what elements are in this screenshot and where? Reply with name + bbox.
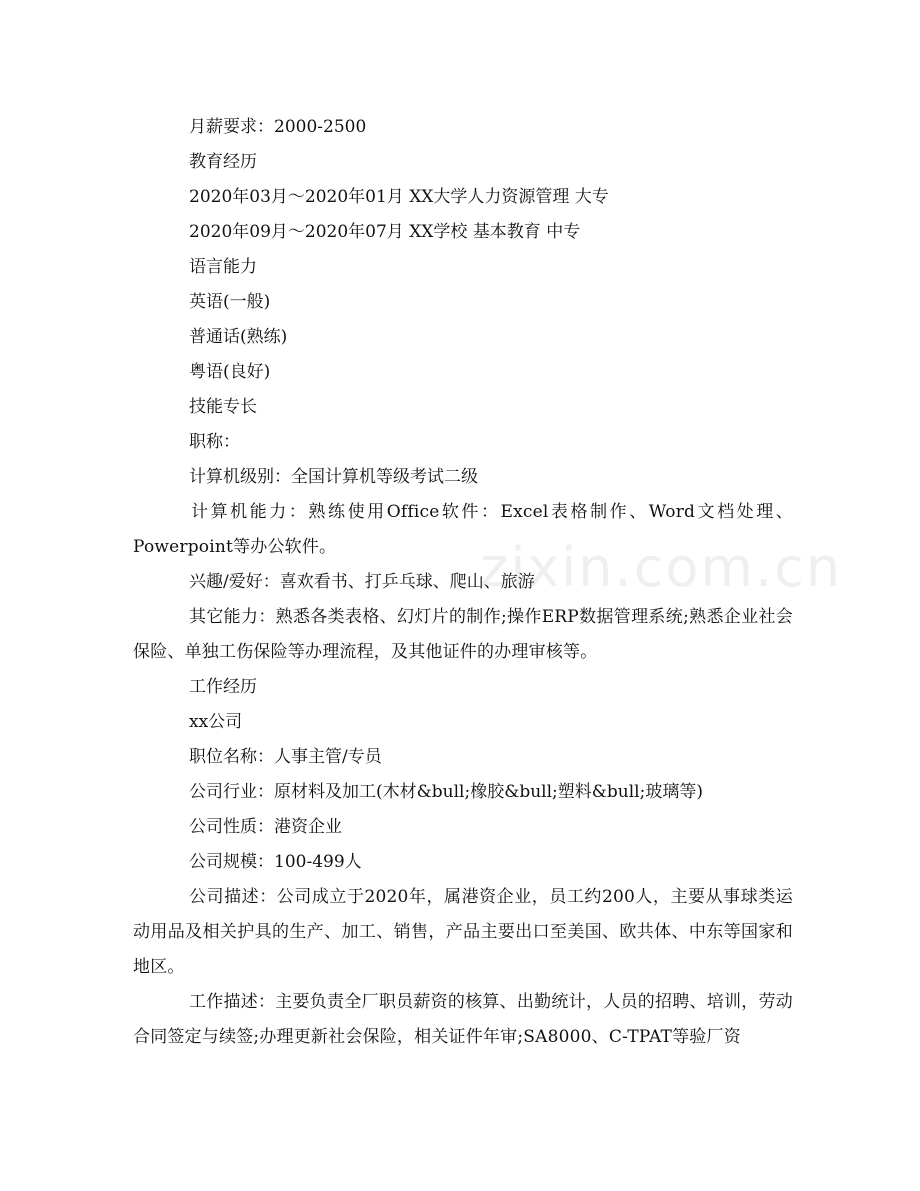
company-industry: 公司行业：原材料及加工(木材&bull;橡胶&bull;塑料&bull;玻璃等) <box>189 782 703 802</box>
work-heading: 工作经历 <box>189 677 257 697</box>
position-title: 职位名称：人事主管/专员 <box>189 747 382 767</box>
education-heading: 教育经历 <box>189 152 257 172</box>
computer-skill-paragraph: 计算机能力：熟练使用Office软件：Excel表格制作、Word文档处理、Powerpoint等办公软件。 <box>133 502 793 557</box>
professional-title: 职称： <box>189 432 240 452</box>
company-nature: 公司性质：港资企业 <box>189 817 342 837</box>
language-cantonese: 粤语(良好) <box>189 362 271 382</box>
education-entry-university: 2020年03月～2020年01月 XX大学人力资源管理 大专 <box>189 187 609 207</box>
watermark: zixin.com.cn <box>480 536 843 599</box>
skills-heading: 技能专长 <box>189 397 257 417</box>
education-entry-school: 2020年09月～2020年07月 XX学校 基本教育 中专 <box>189 222 581 242</box>
hobby-line: 兴趣/爱好：喜欢看书、打乒乓球、爬山、旅游 <box>189 572 535 592</box>
resume-content <box>133 110 793 1055</box>
job-description: 工作描述：主要负责全厂职员薪资的核算、出勤统计，人员的招聘、培训，劳动合同签定与续签;办理更新社会保险，相关证件年审;SA8000、C-TPAT等验厂资 <box>133 992 793 1047</box>
salary-expectation: 月薪要求：2000-2500 <box>189 117 367 137</box>
company-description: 公司描述：公司成立于2020年，属港资企业，员工约200人，主要从事球类运动用品及相关护具的生产、加工、销售，产品主要出口至美国、欧共体、中东等国家和地区。 <box>133 887 793 977</box>
language-mandarin: 普通话(熟练) <box>189 327 288 347</box>
company-size: 公司规模：100-499人 <box>189 852 362 872</box>
company-name: xx公司 <box>189 712 243 732</box>
language-heading: 语言能力 <box>189 257 257 277</box>
other-skill-paragraph: 其它能力：熟悉各类表格、幻灯片的制作;操作ERP数据管理系统;熟悉企业社会保险、单独工伤保险等办理流程，及其他证件的办理审核等。 <box>133 607 793 662</box>
computer-level: 计算机级别：全国计算机等级考试二级 <box>189 467 478 487</box>
language-english: 英语(一般) <box>189 292 271 312</box>
